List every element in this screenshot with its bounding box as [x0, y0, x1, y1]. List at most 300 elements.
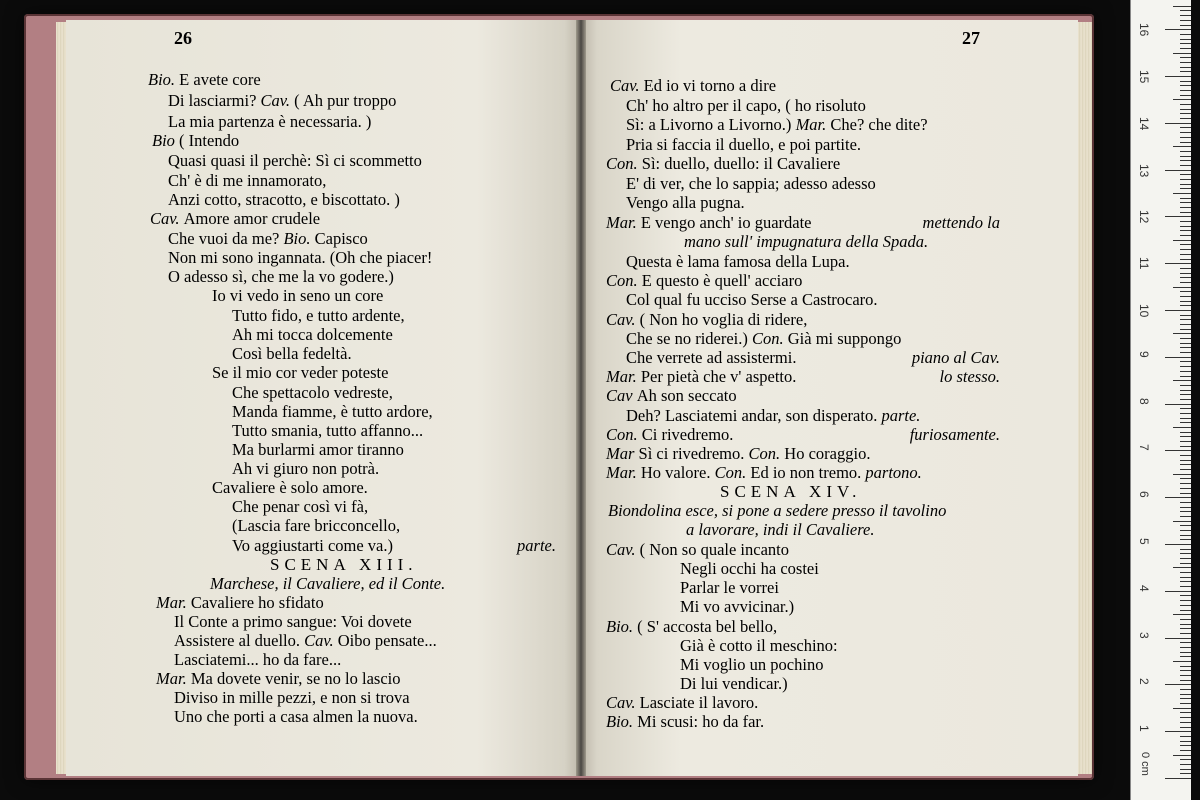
ruler-tick — [1180, 525, 1191, 526]
line-text: SCENA XIII. — [270, 555, 418, 574]
right-text-line — [680, 674, 788, 693]
ruler-tick — [1180, 595, 1191, 596]
ruler-tick — [1180, 441, 1191, 442]
speaker-label: Cav. — [606, 693, 640, 712]
line-text: Ed io non tremo. — [750, 463, 862, 482]
left-text-line — [232, 459, 379, 478]
left-text-line — [152, 131, 239, 150]
ruler-tick — [1180, 483, 1191, 484]
line-text: Non mi sono ingannata. (Oh che piacer! — [168, 248, 433, 267]
line-text: Il Conte a primo sangue: Voi dovete — [174, 612, 412, 631]
ruler-tick — [1180, 745, 1191, 746]
ruler-tick — [1180, 282, 1191, 283]
ruler-tick — [1180, 305, 1191, 306]
ruler-tick — [1165, 591, 1191, 592]
left-text-line — [212, 363, 388, 382]
speaker-label: Cav — [606, 386, 637, 405]
line-text: Uno che porti a casa almen la nuova. — [174, 707, 418, 726]
right-text-line — [626, 290, 878, 309]
left-text-line — [168, 151, 422, 170]
ruler-tick — [1180, 511, 1191, 512]
right-text-line — [720, 482, 861, 501]
ruler-tick — [1173, 614, 1191, 615]
ruler-tick — [1180, 371, 1191, 372]
line-text: Ah mi tocca dolcemente — [232, 325, 393, 344]
line-text: Così bella fedeltà. — [232, 344, 352, 363]
ruler-tick — [1165, 123, 1191, 124]
ruler-tick — [1180, 549, 1191, 550]
ruler-tick — [1180, 324, 1191, 325]
ruler-tick — [1180, 769, 1191, 770]
right-text-line — [606, 712, 764, 731]
left-text-line — [232, 344, 352, 363]
stage-direction: parte. — [881, 406, 921, 425]
ruler-tick — [1180, 516, 1191, 517]
ruler-number: 15 — [1137, 70, 1151, 84]
ruler-tick — [1173, 521, 1191, 522]
ruler-tick — [1180, 666, 1191, 667]
line-text: Ma dovete venir, se no lo lascio — [190, 669, 401, 688]
stage-direction: partono. — [865, 463, 922, 482]
left-text-line — [232, 402, 433, 421]
right-text-line — [680, 636, 838, 655]
ruler-tick — [1180, 652, 1191, 653]
stage-direction: mano sull' impugnatura della Spada. — [684, 232, 929, 251]
line-text: Lasciate il lavoro. — [639, 693, 759, 712]
line-text: Assistere al duello. — [174, 631, 301, 650]
line-text: Ch' ho altro per il capo, ( ho risoluto — [626, 96, 866, 115]
ruler-tick — [1180, 703, 1191, 704]
line-text: Vengo alla pugna. — [626, 193, 745, 212]
line-text: ( Non so quale incanto — [639, 540, 789, 559]
ruler-tick — [1180, 315, 1191, 316]
line-text: Capisco — [314, 229, 368, 248]
ruler-tick — [1165, 544, 1191, 545]
line-text: Che se no riderei.) — [626, 329, 748, 348]
right-text-line — [610, 76, 776, 95]
line-text: Già è cotto il meschino: — [680, 636, 838, 655]
ruler-tick — [1165, 310, 1191, 311]
ruler-tick — [1173, 380, 1191, 381]
line-text: Diviso in mille pezzi, e non si trova — [174, 688, 410, 707]
ruler-tick — [1173, 287, 1191, 288]
right-text-line — [606, 310, 807, 329]
speaker-label: Con. — [606, 271, 642, 290]
speaker-label: Con. — [714, 463, 751, 482]
line-text: Manda fiamme, è tutto ardore, — [232, 402, 433, 421]
right-text-line — [606, 540, 789, 559]
ruler-tick — [1180, 399, 1191, 400]
right-text-line — [680, 655, 823, 674]
right-text-line — [606, 693, 758, 712]
ruler-tick — [1180, 25, 1191, 26]
line-text: Tutto fido, e tutto ardente, — [232, 306, 405, 325]
ruler-tick — [1180, 43, 1191, 44]
right-text-line — [680, 597, 794, 616]
left-text-line — [270, 555, 418, 574]
ruler-tick — [1180, 179, 1191, 180]
right-text-line — [606, 463, 922, 482]
ruler-tick — [1180, 628, 1191, 629]
ruler-tick — [1173, 567, 1191, 568]
right-text-line — [680, 578, 779, 597]
left-text-line — [156, 593, 324, 612]
right-text-line — [626, 96, 866, 115]
line-text: Ch' è di me innamorato, — [168, 171, 327, 190]
ruler-tick — [1180, 558, 1191, 559]
line-text: Ah vi giuro non potrà. — [232, 459, 380, 478]
ruler-tick — [1180, 57, 1191, 58]
left-text-line — [174, 688, 410, 707]
ruler-tick — [1180, 553, 1191, 554]
speaker-label: Bio. — [606, 617, 638, 636]
ruler-tick — [1180, 385, 1191, 386]
line-text: Sì: duello, duello: il Cavaliere — [641, 154, 841, 173]
left-text-line — [168, 248, 432, 267]
speaker-label: Bio. — [283, 229, 315, 248]
speaker-label: Cav. — [606, 310, 640, 329]
right-text-line — [626, 329, 901, 348]
left-text-line — [232, 421, 423, 440]
ruler-tick — [1180, 736, 1191, 737]
book-gutter — [576, 20, 586, 776]
ruler-tick — [1180, 259, 1191, 260]
ruler-tick — [1173, 661, 1191, 662]
line-text: Che spettacolo vedreste, — [232, 383, 393, 402]
line-text: Che vuoi da me? — [168, 229, 280, 248]
right-text-line — [606, 617, 777, 636]
line-text: Negli occhi ha costei — [680, 559, 819, 578]
line-text: Mi voglio un pochino — [680, 655, 824, 674]
ruler-tick — [1180, 436, 1191, 437]
ruler-tick — [1165, 216, 1191, 217]
left-text-line — [212, 286, 383, 305]
left-text-line — [168, 190, 400, 209]
ruler-tick — [1180, 689, 1191, 690]
left-text-line — [168, 267, 394, 286]
ruler-tick — [1180, 343, 1191, 344]
line-text: ( Intendo — [179, 131, 240, 150]
right-page-number: 27 — [962, 28, 980, 48]
ruler-tick — [1173, 474, 1191, 475]
ruler-tick — [1180, 727, 1191, 728]
ruler-tick — [1180, 142, 1191, 143]
line-text: Già mi suppongo — [787, 329, 902, 348]
right-page-edges — [1078, 22, 1092, 774]
right-text-line — [606, 213, 812, 232]
ruler-tick — [1180, 137, 1191, 138]
right-text-line — [626, 193, 745, 212]
speaker-label: Con. — [752, 329, 788, 348]
speaker-label: Mar. — [606, 463, 641, 482]
ruler-tick — [1180, 230, 1191, 231]
line-text: Deh? Lasciatemi andar, son disperato. — [626, 406, 878, 425]
ruler-tick — [1180, 291, 1191, 292]
ruler-tick — [1180, 717, 1191, 718]
ruler-tick — [1180, 759, 1191, 760]
ruler-tick — [1180, 680, 1191, 681]
ruler-tick — [1180, 221, 1191, 222]
ruler-tick — [1165, 263, 1191, 264]
ruler-tick — [1180, 464, 1191, 465]
stage-direction: mettendo la — [922, 213, 1000, 232]
ruler-tick — [1165, 357, 1191, 358]
left-text-line — [174, 707, 418, 726]
line-text: Ed io vi torno a dire — [643, 76, 777, 95]
line-text: (Lascia fare bricconcello, — [232, 516, 401, 535]
ruler-tick — [1180, 207, 1191, 208]
ruler-tick — [1180, 118, 1191, 119]
ruler-tick — [1180, 366, 1191, 367]
stage-direction: parte. — [517, 536, 556, 555]
right-text-line — [626, 406, 920, 425]
line-text: ( S' accosta bel bello, — [637, 617, 778, 636]
ruler-tick — [1180, 376, 1191, 377]
ruler-tick — [1173, 708, 1191, 709]
ruler-number: 11 — [1137, 257, 1151, 270]
right-text-line — [606, 367, 796, 386]
line-text: E avete core — [179, 70, 261, 89]
ruler-tick — [1180, 413, 1191, 414]
stage-direction: a lavorare, indi il Cavaliere. — [686, 520, 875, 539]
line-text: Sì: a Livorno a Livorno.) — [626, 115, 792, 134]
line-text: ( Non ho voglia di ridere, — [639, 310, 808, 329]
ruler-tick — [1165, 76, 1191, 77]
line-text: Sì ci rivedremo. — [638, 444, 745, 463]
right-text-line — [626, 252, 850, 271]
ruler-tick — [1180, 338, 1191, 339]
ruler-number: 12 — [1137, 210, 1151, 224]
ruler-tick — [1180, 507, 1191, 508]
ruler-tick — [1180, 600, 1191, 601]
line-text: Di lasciarmi? — [168, 91, 257, 110]
left-text-line — [232, 325, 393, 344]
stage-direction: Biondolina esce, si pone a sedere presso il tavolino — [608, 501, 947, 520]
ruler-number: 13 — [1137, 163, 1151, 177]
ruler-tick — [1180, 535, 1191, 536]
ruler-tick — [1180, 249, 1191, 250]
ruler-tick — [1180, 156, 1191, 157]
right-text-line — [606, 154, 840, 173]
ruler-tick — [1180, 95, 1191, 96]
ruler-tick — [1180, 408, 1191, 409]
line-text: Ma burlarmi amor tiranno — [232, 440, 404, 459]
right-text-line — [606, 425, 733, 444]
line-text: Se il mio cor veder poteste — [212, 363, 389, 382]
ruler-tick — [1180, 722, 1191, 723]
ruler-tick — [1180, 132, 1191, 133]
ruler-tick — [1180, 90, 1191, 91]
line-text: Di lui vendicar.) — [680, 674, 788, 693]
ruler-tick — [1180, 184, 1191, 185]
ruler-tick — [1180, 235, 1191, 236]
right-text-line — [606, 271, 802, 290]
ruler-tick — [1180, 750, 1191, 751]
speaker-label: Cav. — [610, 76, 644, 95]
ruler-tick — [1180, 572, 1191, 573]
speaker-label: Cav. — [260, 91, 295, 110]
ruler-tick — [1180, 469, 1191, 470]
ruler-tick — [1180, 62, 1191, 63]
ruler-tick — [1180, 48, 1191, 49]
ruler-tick — [1180, 347, 1191, 348]
ruler-tick — [1180, 188, 1191, 189]
ruler-number: 7 — [1137, 444, 1151, 452]
ruler-tick — [1165, 29, 1191, 30]
speaker-label: Bio. — [606, 712, 638, 731]
ruler-number: 3 — [1137, 631, 1151, 639]
left-text-line — [232, 383, 393, 402]
left-text-line — [168, 171, 326, 190]
line-text: Ah son seccato — [636, 386, 737, 405]
ruler-tick — [1180, 113, 1191, 114]
ruler-tick — [1180, 67, 1191, 68]
ruler-tick — [1165, 170, 1191, 171]
left-text-line — [168, 112, 371, 131]
ruler-tick — [1173, 427, 1191, 428]
line-text: SCENA XIV. — [720, 482, 862, 501]
line-text: E' di ver, che lo sappia; adesso adesso — [626, 174, 876, 193]
line-text: Che verrete ad assistermi. — [626, 348, 797, 367]
left-page-number: 26 — [174, 28, 192, 48]
line-text: Questa è lama famosa della Lupa. — [626, 252, 850, 271]
ruler-tick — [1180, 277, 1191, 278]
right-text-line — [606, 386, 737, 405]
ruler-tick — [1180, 642, 1191, 643]
ruler-tick — [1180, 352, 1191, 353]
ruler-number: 1 — [1137, 725, 1151, 732]
line-text: Per pietà che v' aspetto. — [640, 367, 797, 386]
ruler-number: 2 — [1137, 678, 1151, 686]
line-text: Anzi cotto, stracotto, e biscottato. ) — [168, 190, 400, 209]
ruler-tick — [1180, 418, 1191, 419]
ruler-tick — [1180, 610, 1191, 611]
left-text-line — [150, 209, 320, 228]
ruler-number: 14 — [1137, 116, 1151, 131]
speaker-label: Mar — [606, 444, 639, 463]
ruler-tick — [1180, 586, 1191, 587]
ruler-tick — [1180, 539, 1191, 540]
line-text: O adesso sì, che me la vo godere.) — [168, 267, 394, 286]
left-text-line — [156, 669, 401, 688]
ruler-tick — [1173, 6, 1191, 7]
line-text: La mia partenza è necessaria. ) — [168, 112, 372, 131]
speaker-label: Con. — [606, 425, 642, 444]
speaker-label: Con. — [748, 444, 785, 463]
ruler-tick — [1173, 53, 1191, 54]
right-text-line — [606, 444, 870, 463]
left-text-line — [210, 574, 445, 593]
ruler-tick — [1173, 333, 1191, 334]
ruler-tick — [1165, 684, 1191, 685]
ruler-tick — [1180, 647, 1191, 648]
line-text: Pria si faccia il duello, e poi partite. — [626, 135, 862, 154]
speaker-label: Mar. — [606, 213, 641, 232]
line-text: E questo è quell' acciaro — [641, 271, 803, 290]
speaker-label: Mar. — [156, 593, 191, 612]
ruler-tick — [1173, 146, 1191, 147]
ruler-tick — [1180, 273, 1191, 274]
ruler-tick — [1180, 422, 1191, 423]
ruler-number: 10 — [1137, 304, 1151, 318]
ruler-tick — [1180, 104, 1191, 105]
ruler-tick — [1180, 212, 1191, 213]
ruler-tick — [1180, 394, 1191, 395]
ruler-tick — [1180, 581, 1191, 582]
line-text: Parlar le vorrei — [680, 578, 779, 597]
ruler-tick — [1165, 450, 1191, 451]
ruler-tick — [1180, 34, 1191, 35]
ruler-tick — [1180, 446, 1191, 447]
left-text-line — [174, 631, 437, 650]
ruler-tick — [1180, 71, 1191, 72]
ruler-tick — [1180, 85, 1191, 86]
ruler-tick — [1180, 268, 1191, 269]
line-text: E vengo anch' io guardate — [640, 213, 812, 232]
ruler-tick — [1173, 193, 1191, 194]
left-text-line — [232, 497, 368, 516]
line-text: Col qual fu ucciso Serse a Castrocaro. — [626, 290, 878, 309]
ruler-tick — [1180, 174, 1191, 175]
speaker-label: Mar. — [795, 115, 831, 134]
ruler-tick — [1180, 455, 1191, 456]
line-text: Lasciatemi... ho da fare... — [174, 650, 342, 669]
speaker-label: Cav. — [304, 631, 338, 650]
ruler-tick — [1180, 530, 1191, 531]
ruler-tick — [1180, 244, 1191, 245]
ruler-tick — [1180, 254, 1191, 255]
right-text-line — [626, 115, 928, 134]
ruler-tick — [1180, 764, 1191, 765]
ruler-tick — [1180, 81, 1191, 82]
left-text-line — [232, 306, 405, 325]
measuring-ruler — [1130, 0, 1191, 800]
left-text-line — [232, 536, 393, 555]
line-text: Mi scusi: ho da far. — [637, 712, 765, 731]
ruler-tick — [1180, 773, 1191, 774]
line-text: Ho coraggio. — [784, 444, 871, 463]
ruler-tick — [1180, 633, 1191, 634]
left-text-line — [232, 440, 404, 459]
ruler-tick — [1180, 390, 1191, 391]
ruler-tick — [1180, 478, 1191, 479]
line-text: Che penar così vi fà, — [232, 497, 369, 516]
right-text-line — [626, 348, 796, 367]
ruler-tick — [1180, 712, 1191, 713]
left-text-line — [168, 91, 396, 110]
ruler-tick — [1165, 778, 1191, 779]
ruler-tick — [1165, 497, 1191, 498]
ruler-tick — [1180, 624, 1191, 625]
ruler-tick — [1173, 240, 1191, 241]
right-text-line — [626, 135, 861, 154]
ruler-tick — [1180, 488, 1191, 489]
line-text: Vo aggiustarti come va.) — [232, 536, 393, 555]
ruler-tick — [1180, 670, 1191, 671]
right-text-line — [680, 559, 819, 578]
right-text-line — [626, 174, 876, 193]
ruler-tick — [1180, 109, 1191, 110]
ruler-tick — [1165, 731, 1191, 732]
ruler-tick — [1180, 619, 1191, 620]
ruler-tick — [1180, 656, 1191, 657]
ruler-tick — [1180, 160, 1191, 161]
ruler-tick — [1180, 698, 1191, 699]
ruler-tick — [1180, 165, 1191, 166]
ruler-tick — [1180, 15, 1191, 16]
ruler-tick — [1173, 755, 1191, 756]
ruler-number: 4 — [1137, 584, 1151, 592]
